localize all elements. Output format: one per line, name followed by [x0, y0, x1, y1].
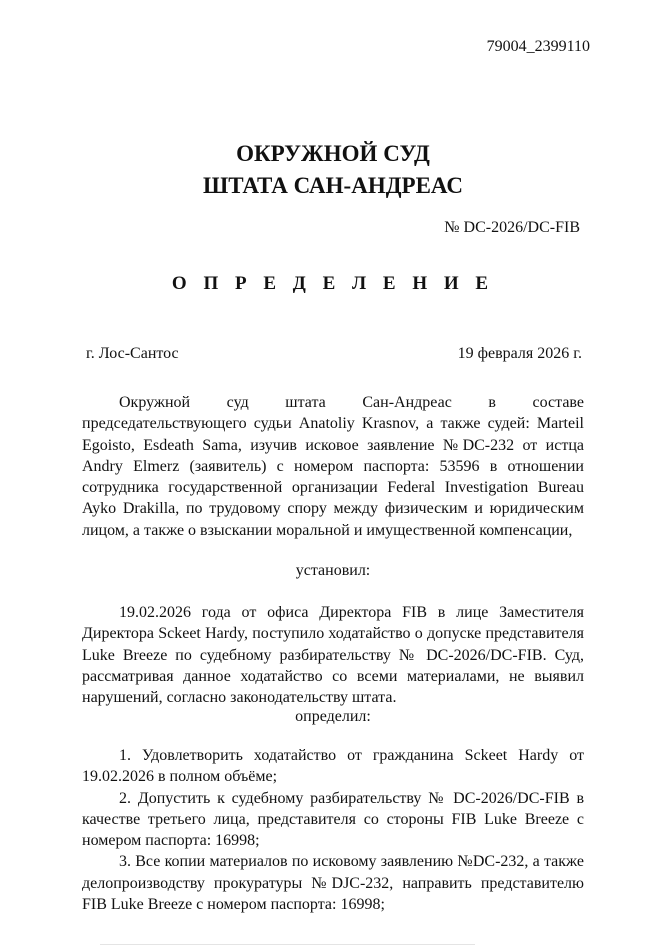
established-label: установил: — [295, 562, 371, 579]
decided-label: определил: — [295, 708, 371, 725]
decision-item: 2. Допустить к судебному разбирательству № DC-2026/DC-FIB в качестве третьего лица, представителя со стороны FIB Luke Breeze с номером паспорта: 16998; — [82, 789, 584, 850]
decision-item: 1. Удовлетворить ходатайство от гражданина Sckeet Hardy от 19.02.2026 в полном объёме; — [82, 747, 584, 786]
court-title-line2: ШТАТА САН-АНДРЕАС — [202, 173, 463, 198]
document-id: 79004_2399110 — [486, 38, 590, 55]
city: г. Лос-Сантос — [86, 345, 179, 362]
established-paragraph — [82, 602, 584, 708]
intro-text: Окружной суд штата Сан-Андреас в составе председательствующего судьи Anatoliy Krasnov, а также судей: Marteil Egoisto, Esdeath Sama, изучив исковое заявление №DC-232 от истца Andry Elmerz (заявитель) с номером паспорта: 53596 в отношении сотрудника государственной организации Federal Investigation Bureau Ayko Drakilla, по трудовому спору между физическим и юридическим лицом, а также о взыскании моральной и имущественной компенсации, — [82, 394, 584, 539]
document-date: 19 февраля 2026 г. — [457, 345, 582, 362]
document-heading: О П Р Е Д Е Л Е Н И Е — [171, 273, 495, 294]
established-text: 19.02.2026 года от офиса Директора FIB в лице Заместителя Директора Sckeet Hardy, поступило ходатайство о допуске представителя Luke Breeze по судебному разбирательству № DC-2026/DC-FIB. Суд, рассматривая данное ходатайство со всеми материалами, не выявил нарушений, согласно законодательству штата. — [82, 604, 584, 707]
case-number: № DC-2026/DC-FIB — [444, 219, 580, 236]
intro-paragraph — [82, 392, 584, 541]
decisions-list — [82, 745, 584, 915]
page-bottom-divider — [100, 944, 475, 945]
decision-item: 3. Все копии материалов по исковому заявлению №DC-232, а также делопроизводству прокуратуры №DJC-232, направить представителю FIB Luke Breeze с номером паспорта: 16998; — [82, 853, 584, 914]
court-title-line1: ОКРУЖНОЙ СУД — [236, 141, 430, 166]
